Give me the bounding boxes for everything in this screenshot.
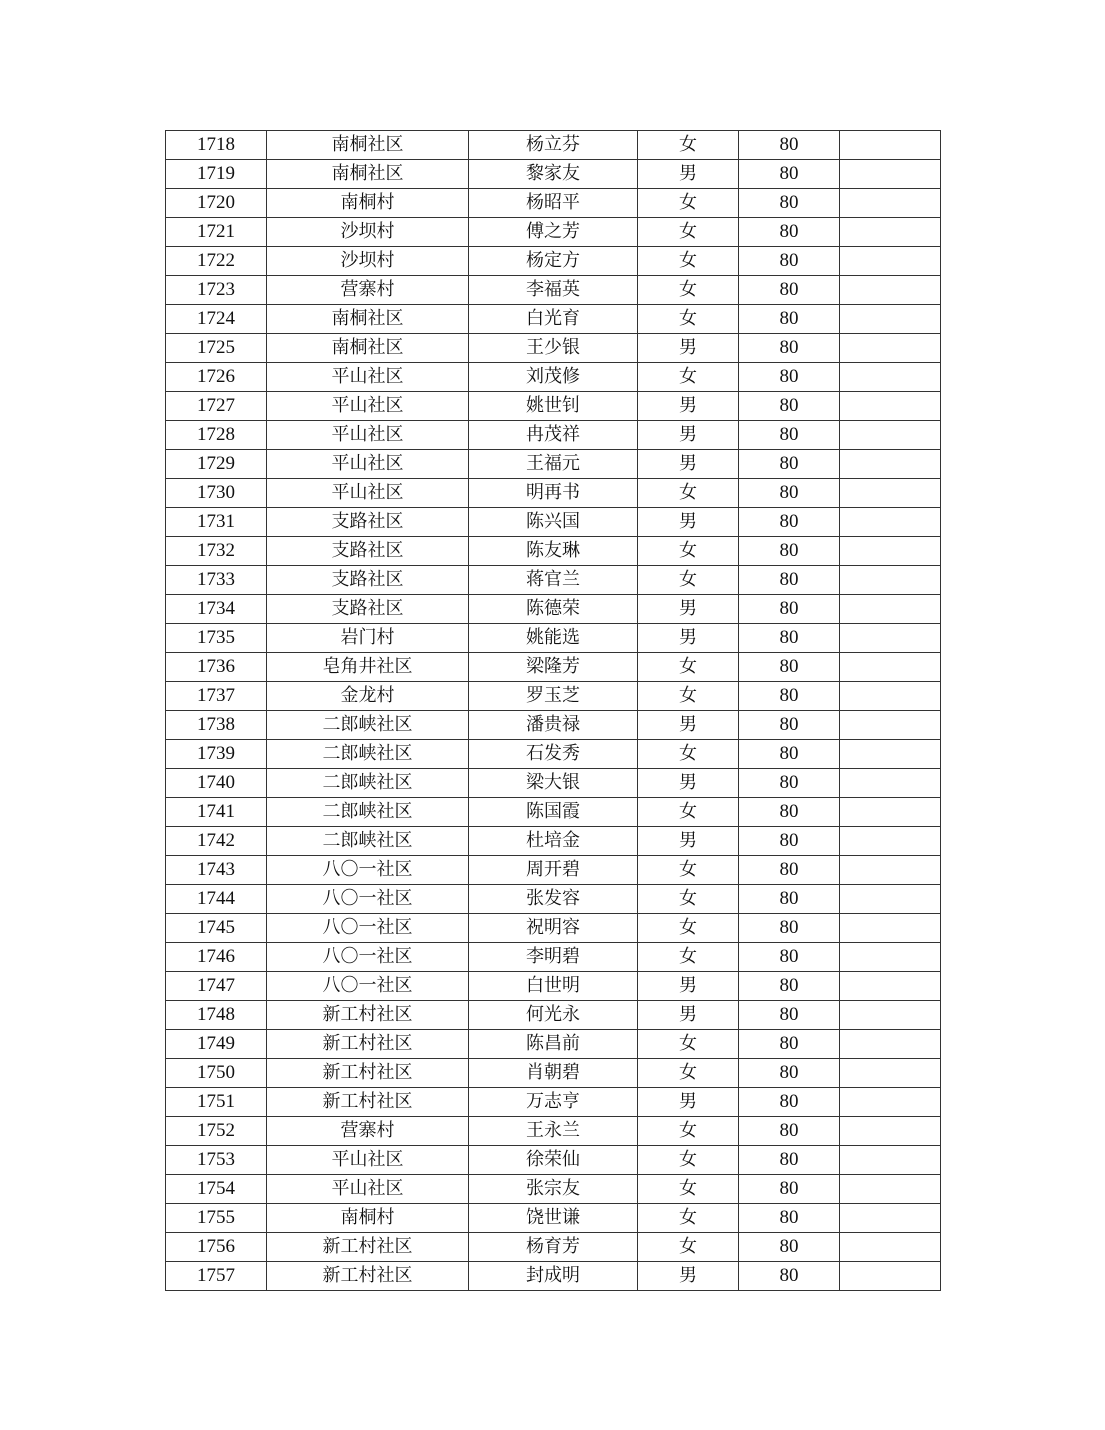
cell-age: 80: [739, 1204, 840, 1233]
cell-age: 80: [739, 827, 840, 856]
table-row: [166, 1204, 941, 1233]
cell-remarks: [840, 798, 941, 827]
cell-community: 营寨村: [267, 1117, 469, 1146]
cell-age: 80: [739, 653, 840, 682]
cell-remarks: [840, 827, 941, 856]
cell-remarks: [840, 508, 941, 537]
table-row: [166, 479, 941, 508]
cell-serial-number: 1720: [166, 189, 267, 218]
cell-serial-number: 1719: [166, 160, 267, 189]
table-row: [166, 334, 941, 363]
table-row: [166, 682, 941, 711]
cell-gender: 男: [638, 392, 739, 421]
table-row: [166, 1146, 941, 1175]
cell-person-name: 张发容: [469, 885, 638, 914]
cell-remarks: [840, 943, 941, 972]
cell-gender: 女: [638, 682, 739, 711]
cell-remarks: [840, 1001, 941, 1030]
document-page: [165, 130, 940, 1291]
cell-person-name: 陈国霞: [469, 798, 638, 827]
cell-remarks: [840, 1030, 941, 1059]
cell-remarks: [840, 769, 941, 798]
cell-person-name: 徐荣仙: [469, 1146, 638, 1175]
cell-community: 皂角井社区: [267, 653, 469, 682]
cell-person-name: 刘茂修: [469, 363, 638, 392]
roster-table: [165, 130, 941, 1291]
cell-gender: 男: [638, 711, 739, 740]
cell-serial-number: 1721: [166, 218, 267, 247]
cell-remarks: [840, 450, 941, 479]
cell-person-name: 祝明容: [469, 914, 638, 943]
cell-person-name: 杜培金: [469, 827, 638, 856]
cell-gender: 女: [638, 305, 739, 334]
cell-person-name: 王永兰: [469, 1117, 638, 1146]
cell-person-name: 杨育芳: [469, 1233, 638, 1262]
cell-gender: 女: [638, 1059, 739, 1088]
cell-age: 80: [739, 1175, 840, 1204]
cell-age: 80: [739, 1088, 840, 1117]
cell-community: 南桐社区: [267, 160, 469, 189]
cell-serial-number: 1735: [166, 624, 267, 653]
table-row: [166, 218, 941, 247]
cell-community: 沙坝村: [267, 247, 469, 276]
cell-age: 80: [739, 798, 840, 827]
cell-serial-number: 1730: [166, 479, 267, 508]
cell-person-name: 白世明: [469, 972, 638, 1001]
cell-remarks: [840, 160, 941, 189]
table-row: [166, 1117, 941, 1146]
cell-gender: 女: [638, 131, 739, 160]
cell-community: 金龙村: [267, 682, 469, 711]
cell-age: 80: [739, 856, 840, 885]
cell-gender: 女: [638, 1175, 739, 1204]
table-row: [166, 856, 941, 885]
cell-person-name: 王福元: [469, 450, 638, 479]
cell-community: 支路社区: [267, 566, 469, 595]
cell-serial-number: 1733: [166, 566, 267, 595]
table-row: [166, 508, 941, 537]
cell-community: 南桐社区: [267, 334, 469, 363]
cell-serial-number: 1728: [166, 421, 267, 450]
cell-remarks: [840, 363, 941, 392]
cell-remarks: [840, 740, 941, 769]
cell-remarks: [840, 276, 941, 305]
cell-remarks: [840, 1233, 941, 1262]
table-row: [166, 305, 941, 334]
cell-remarks: [840, 566, 941, 595]
cell-gender: 女: [638, 740, 739, 769]
cell-gender: 女: [638, 189, 739, 218]
cell-community: 支路社区: [267, 595, 469, 624]
cell-gender: 女: [638, 247, 739, 276]
cell-gender: 男: [638, 1088, 739, 1117]
cell-gender: 男: [638, 1001, 739, 1030]
cell-community: 平山社区: [267, 1175, 469, 1204]
cell-gender: 男: [638, 160, 739, 189]
cell-person-name: 王少银: [469, 334, 638, 363]
cell-serial-number: 1740: [166, 769, 267, 798]
table-row: [166, 711, 941, 740]
cell-person-name: 蒋官兰: [469, 566, 638, 595]
cell-community: 新工村社区: [267, 1059, 469, 1088]
cell-gender: 女: [638, 1030, 739, 1059]
cell-remarks: [840, 1088, 941, 1117]
table-row: [166, 189, 941, 218]
cell-age: 80: [739, 508, 840, 537]
cell-serial-number: 1727: [166, 392, 267, 421]
cell-community: 平山社区: [267, 450, 469, 479]
cell-age: 80: [739, 1233, 840, 1262]
cell-serial-number: 1749: [166, 1030, 267, 1059]
cell-community: 二郎峡社区: [267, 798, 469, 827]
cell-person-name: 李福英: [469, 276, 638, 305]
cell-remarks: [840, 624, 941, 653]
table-row: [166, 392, 941, 421]
cell-gender: 男: [638, 972, 739, 1001]
cell-gender: 女: [638, 479, 739, 508]
cell-remarks: [840, 711, 941, 740]
cell-person-name: 姚世钊: [469, 392, 638, 421]
cell-serial-number: 1739: [166, 740, 267, 769]
table-row: [166, 1262, 941, 1291]
table-row: [166, 1001, 941, 1030]
cell-serial-number: 1726: [166, 363, 267, 392]
cell-community: 新工村社区: [267, 1088, 469, 1117]
cell-community: 八〇一社区: [267, 972, 469, 1001]
cell-gender: 男: [638, 1262, 739, 1291]
cell-remarks: [840, 421, 941, 450]
cell-remarks: [840, 537, 941, 566]
cell-serial-number: 1729: [166, 450, 267, 479]
cell-community: 新工村社区: [267, 1262, 469, 1291]
cell-gender: 女: [638, 363, 739, 392]
cell-age: 80: [739, 885, 840, 914]
cell-person-name: 梁隆芳: [469, 653, 638, 682]
cell-remarks: [840, 856, 941, 885]
cell-remarks: [840, 653, 941, 682]
cell-gender: 女: [638, 276, 739, 305]
cell-gender: 女: [638, 943, 739, 972]
cell-age: 80: [739, 1117, 840, 1146]
cell-community: 二郎峡社区: [267, 769, 469, 798]
table-row: [166, 827, 941, 856]
cell-serial-number: 1754: [166, 1175, 267, 1204]
cell-person-name: 饶世谦: [469, 1204, 638, 1233]
cell-gender: 男: [638, 508, 739, 537]
cell-community: 平山社区: [267, 392, 469, 421]
table-row: [166, 914, 941, 943]
cell-serial-number: 1723: [166, 276, 267, 305]
cell-person-name: 陈昌前: [469, 1030, 638, 1059]
table-row: [166, 972, 941, 1001]
cell-serial-number: 1747: [166, 972, 267, 1001]
cell-community: 八〇一社区: [267, 885, 469, 914]
cell-community: 沙坝村: [267, 218, 469, 247]
cell-serial-number: 1724: [166, 305, 267, 334]
cell-serial-number: 1718: [166, 131, 267, 160]
table-row: [166, 885, 941, 914]
cell-community: 八〇一社区: [267, 943, 469, 972]
cell-person-name: 何光永: [469, 1001, 638, 1030]
cell-remarks: [840, 682, 941, 711]
cell-remarks: [840, 131, 941, 160]
cell-serial-number: 1752: [166, 1117, 267, 1146]
cell-community: 南桐村: [267, 1204, 469, 1233]
cell-person-name: 潘贵禄: [469, 711, 638, 740]
table-row: [166, 769, 941, 798]
cell-age: 80: [739, 276, 840, 305]
table-row: [166, 247, 941, 276]
cell-gender: 女: [638, 653, 739, 682]
cell-remarks: [840, 218, 941, 247]
cell-community: 二郎峡社区: [267, 711, 469, 740]
table-row: [166, 1059, 941, 1088]
table-row: [166, 624, 941, 653]
cell-age: 80: [739, 711, 840, 740]
table-row: [166, 566, 941, 595]
cell-age: 80: [739, 769, 840, 798]
cell-gender: 女: [638, 1204, 739, 1233]
cell-age: 80: [739, 624, 840, 653]
cell-gender: 女: [638, 537, 739, 566]
cell-remarks: [840, 914, 941, 943]
cell-person-name: 白光育: [469, 305, 638, 334]
cell-remarks: [840, 1262, 941, 1291]
cell-gender: 女: [638, 798, 739, 827]
cell-gender: 男: [638, 595, 739, 624]
cell-serial-number: 1737: [166, 682, 267, 711]
cell-community: 南桐社区: [267, 131, 469, 160]
cell-serial-number: 1757: [166, 1262, 267, 1291]
cell-person-name: 张宗友: [469, 1175, 638, 1204]
cell-serial-number: 1753: [166, 1146, 267, 1175]
cell-person-name: 周开碧: [469, 856, 638, 885]
roster-table-body: [166, 131, 941, 1291]
cell-serial-number: 1743: [166, 856, 267, 885]
cell-serial-number: 1750: [166, 1059, 267, 1088]
cell-serial-number: 1746: [166, 943, 267, 972]
table-row: [166, 1088, 941, 1117]
cell-age: 80: [739, 566, 840, 595]
cell-person-name: 冉茂祥: [469, 421, 638, 450]
cell-remarks: [840, 1117, 941, 1146]
cell-serial-number: 1741: [166, 798, 267, 827]
cell-community: 八〇一社区: [267, 914, 469, 943]
cell-age: 80: [739, 421, 840, 450]
cell-gender: 女: [638, 856, 739, 885]
cell-age: 80: [739, 914, 840, 943]
table-row: [166, 160, 941, 189]
table-row: [166, 421, 941, 450]
cell-community: 新工村社区: [267, 1001, 469, 1030]
cell-serial-number: 1736: [166, 653, 267, 682]
cell-person-name: 陈兴国: [469, 508, 638, 537]
table-row: [166, 1233, 941, 1262]
cell-age: 80: [739, 363, 840, 392]
cell-age: 80: [739, 479, 840, 508]
cell-community: 南桐村: [267, 189, 469, 218]
cell-serial-number: 1731: [166, 508, 267, 537]
cell-gender: 女: [638, 914, 739, 943]
table-row: [166, 1030, 941, 1059]
cell-person-name: 石发秀: [469, 740, 638, 769]
table-row: [166, 450, 941, 479]
cell-remarks: [840, 1059, 941, 1088]
cell-remarks: [840, 479, 941, 508]
cell-person-name: 肖朝碧: [469, 1059, 638, 1088]
cell-remarks: [840, 392, 941, 421]
cell-age: 80: [739, 740, 840, 769]
cell-person-name: 杨立芬: [469, 131, 638, 160]
cell-person-name: 杨昭平: [469, 189, 638, 218]
cell-serial-number: 1744: [166, 885, 267, 914]
cell-age: 80: [739, 247, 840, 276]
cell-person-name: 黎家友: [469, 160, 638, 189]
cell-person-name: 陈友琳: [469, 537, 638, 566]
cell-serial-number: 1748: [166, 1001, 267, 1030]
cell-serial-number: 1745: [166, 914, 267, 943]
table-row: [166, 595, 941, 624]
cell-gender: 男: [638, 334, 739, 363]
cell-person-name: 杨定方: [469, 247, 638, 276]
cell-community: 支路社区: [267, 508, 469, 537]
cell-gender: 男: [638, 450, 739, 479]
cell-serial-number: 1725: [166, 334, 267, 363]
cell-remarks: [840, 885, 941, 914]
cell-remarks: [840, 247, 941, 276]
cell-community: 新工村社区: [267, 1233, 469, 1262]
table-row: [166, 131, 941, 160]
cell-serial-number: 1756: [166, 1233, 267, 1262]
cell-community: 二郎峡社区: [267, 827, 469, 856]
cell-age: 80: [739, 1146, 840, 1175]
cell-community: 平山社区: [267, 479, 469, 508]
cell-age: 80: [739, 537, 840, 566]
cell-gender: 男: [638, 421, 739, 450]
cell-community: 八〇一社区: [267, 856, 469, 885]
cell-community: 平山社区: [267, 363, 469, 392]
cell-age: 80: [739, 131, 840, 160]
table-row: [166, 276, 941, 305]
cell-person-name: 万志亨: [469, 1088, 638, 1117]
cell-person-name: 姚能选: [469, 624, 638, 653]
cell-serial-number: 1755: [166, 1204, 267, 1233]
table-row: [166, 943, 941, 972]
cell-age: 80: [739, 972, 840, 1001]
cell-community: 营寨村: [267, 276, 469, 305]
cell-serial-number: 1734: [166, 595, 267, 624]
cell-serial-number: 1738: [166, 711, 267, 740]
cell-community: 新工村社区: [267, 1030, 469, 1059]
cell-remarks: [840, 334, 941, 363]
cell-age: 80: [739, 1030, 840, 1059]
cell-community: 支路社区: [267, 537, 469, 566]
cell-remarks: [840, 1175, 941, 1204]
cell-serial-number: 1722: [166, 247, 267, 276]
cell-gender: 女: [638, 566, 739, 595]
cell-person-name: 明再书: [469, 479, 638, 508]
cell-age: 80: [739, 189, 840, 218]
cell-remarks: [840, 1146, 941, 1175]
cell-age: 80: [739, 1262, 840, 1291]
cell-age: 80: [739, 1001, 840, 1030]
cell-age: 80: [739, 392, 840, 421]
cell-community: 南桐社区: [267, 305, 469, 334]
cell-age: 80: [739, 218, 840, 247]
cell-age: 80: [739, 682, 840, 711]
cell-serial-number: 1751: [166, 1088, 267, 1117]
cell-age: 80: [739, 334, 840, 363]
cell-community: 岩门村: [267, 624, 469, 653]
table-row: [166, 1175, 941, 1204]
cell-remarks: [840, 189, 941, 218]
cell-person-name: 陈德荣: [469, 595, 638, 624]
cell-age: 80: [739, 305, 840, 334]
cell-person-name: 傅之芳: [469, 218, 638, 247]
table-row: [166, 798, 941, 827]
cell-age: 80: [739, 943, 840, 972]
table-row: [166, 653, 941, 682]
cell-remarks: [840, 1204, 941, 1233]
cell-gender: 女: [638, 1117, 739, 1146]
cell-community: 平山社区: [267, 1146, 469, 1175]
cell-person-name: 罗玉芝: [469, 682, 638, 711]
cell-remarks: [840, 305, 941, 334]
cell-gender: 女: [638, 218, 739, 247]
cell-community: 平山社区: [267, 421, 469, 450]
cell-gender: 女: [638, 1146, 739, 1175]
cell-remarks: [840, 595, 941, 624]
cell-gender: 男: [638, 624, 739, 653]
cell-gender: 女: [638, 1233, 739, 1262]
table-row: [166, 740, 941, 769]
cell-age: 80: [739, 160, 840, 189]
cell-gender: 男: [638, 769, 739, 798]
table-row: [166, 363, 941, 392]
cell-gender: 男: [638, 827, 739, 856]
cell-age: 80: [739, 450, 840, 479]
cell-age: 80: [739, 595, 840, 624]
cell-gender: 女: [638, 885, 739, 914]
cell-serial-number: 1742: [166, 827, 267, 856]
cell-person-name: 梁大银: [469, 769, 638, 798]
cell-remarks: [840, 972, 941, 1001]
cell-person-name: 李明碧: [469, 943, 638, 972]
cell-age: 80: [739, 1059, 840, 1088]
cell-community: 二郎峡社区: [267, 740, 469, 769]
cell-person-name: 封成明: [469, 1262, 638, 1291]
table-row: [166, 537, 941, 566]
cell-serial-number: 1732: [166, 537, 267, 566]
